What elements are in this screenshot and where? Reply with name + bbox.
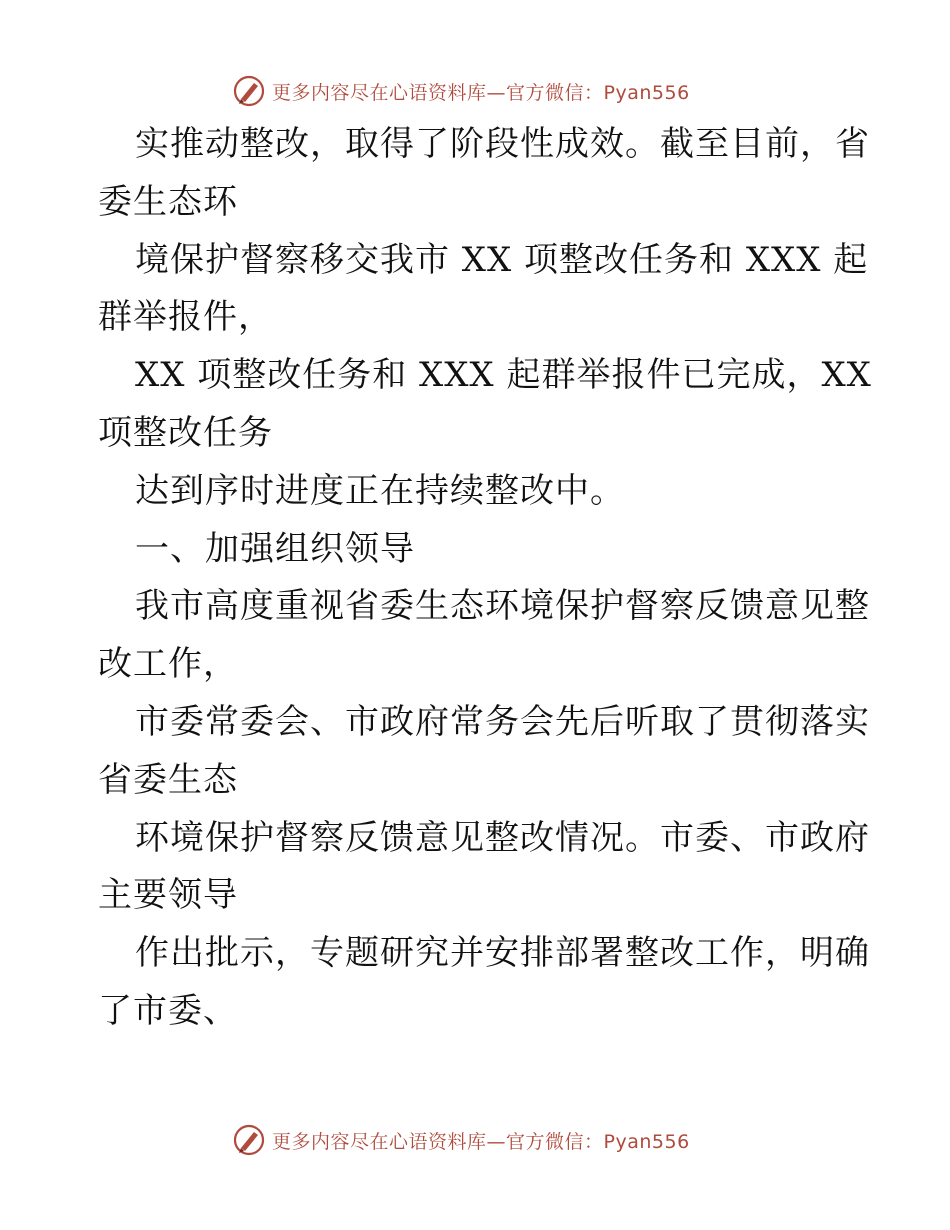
body-line: 委生态环 <box>98 181 238 222</box>
pen-logo-icon <box>232 74 266 108</box>
section-heading: 一、加强组织领导 <box>135 528 415 569</box>
body-line: 环境保护督察反馈意见整改情况。市委、市政府 <box>135 817 870 858</box>
body-line: 主要领导 <box>98 875 238 916</box>
document-body <box>98 116 872 1041</box>
body-line: 了市委、 <box>98 990 238 1031</box>
body-line: 市委常委会、市政府常务会先后听取了贯彻落实 <box>135 701 870 742</box>
body-line: 我市高度重视省委生态环境保护督察反馈意见整 <box>135 586 870 627</box>
body-line: 项整改任务 <box>98 412 273 453</box>
header-banner <box>232 72 690 110</box>
body-line: 境保护督察移交我市 XX 项整改任务和 XXX 起 <box>135 239 869 280</box>
body-line: XX 项整改任务和 XXX 起群举报件已完成，XX <box>135 355 872 396</box>
body-line: 群举报件， <box>98 297 273 338</box>
body-line: 达到序时进度正在持续整改中。 <box>135 470 625 511</box>
header-banner-text: 更多内容尽在心语资料库—官方微信：Pyan556 <box>272 81 690 104</box>
pen-logo-icon <box>232 1123 266 1157</box>
footer-banner-text: 更多内容尽在心语资料库—官方微信：Pyan556 <box>272 1130 690 1153</box>
body-line: 作出批示，专题研究并安排部署整改工作，明确 <box>135 933 870 974</box>
body-line: 实推动整改，取得了阶段性成效。截至目前，省 <box>135 124 870 164</box>
body-line: 改工作， <box>98 644 238 685</box>
body-line: 省委生态 <box>98 759 238 800</box>
footer-banner <box>232 1121 690 1159</box>
